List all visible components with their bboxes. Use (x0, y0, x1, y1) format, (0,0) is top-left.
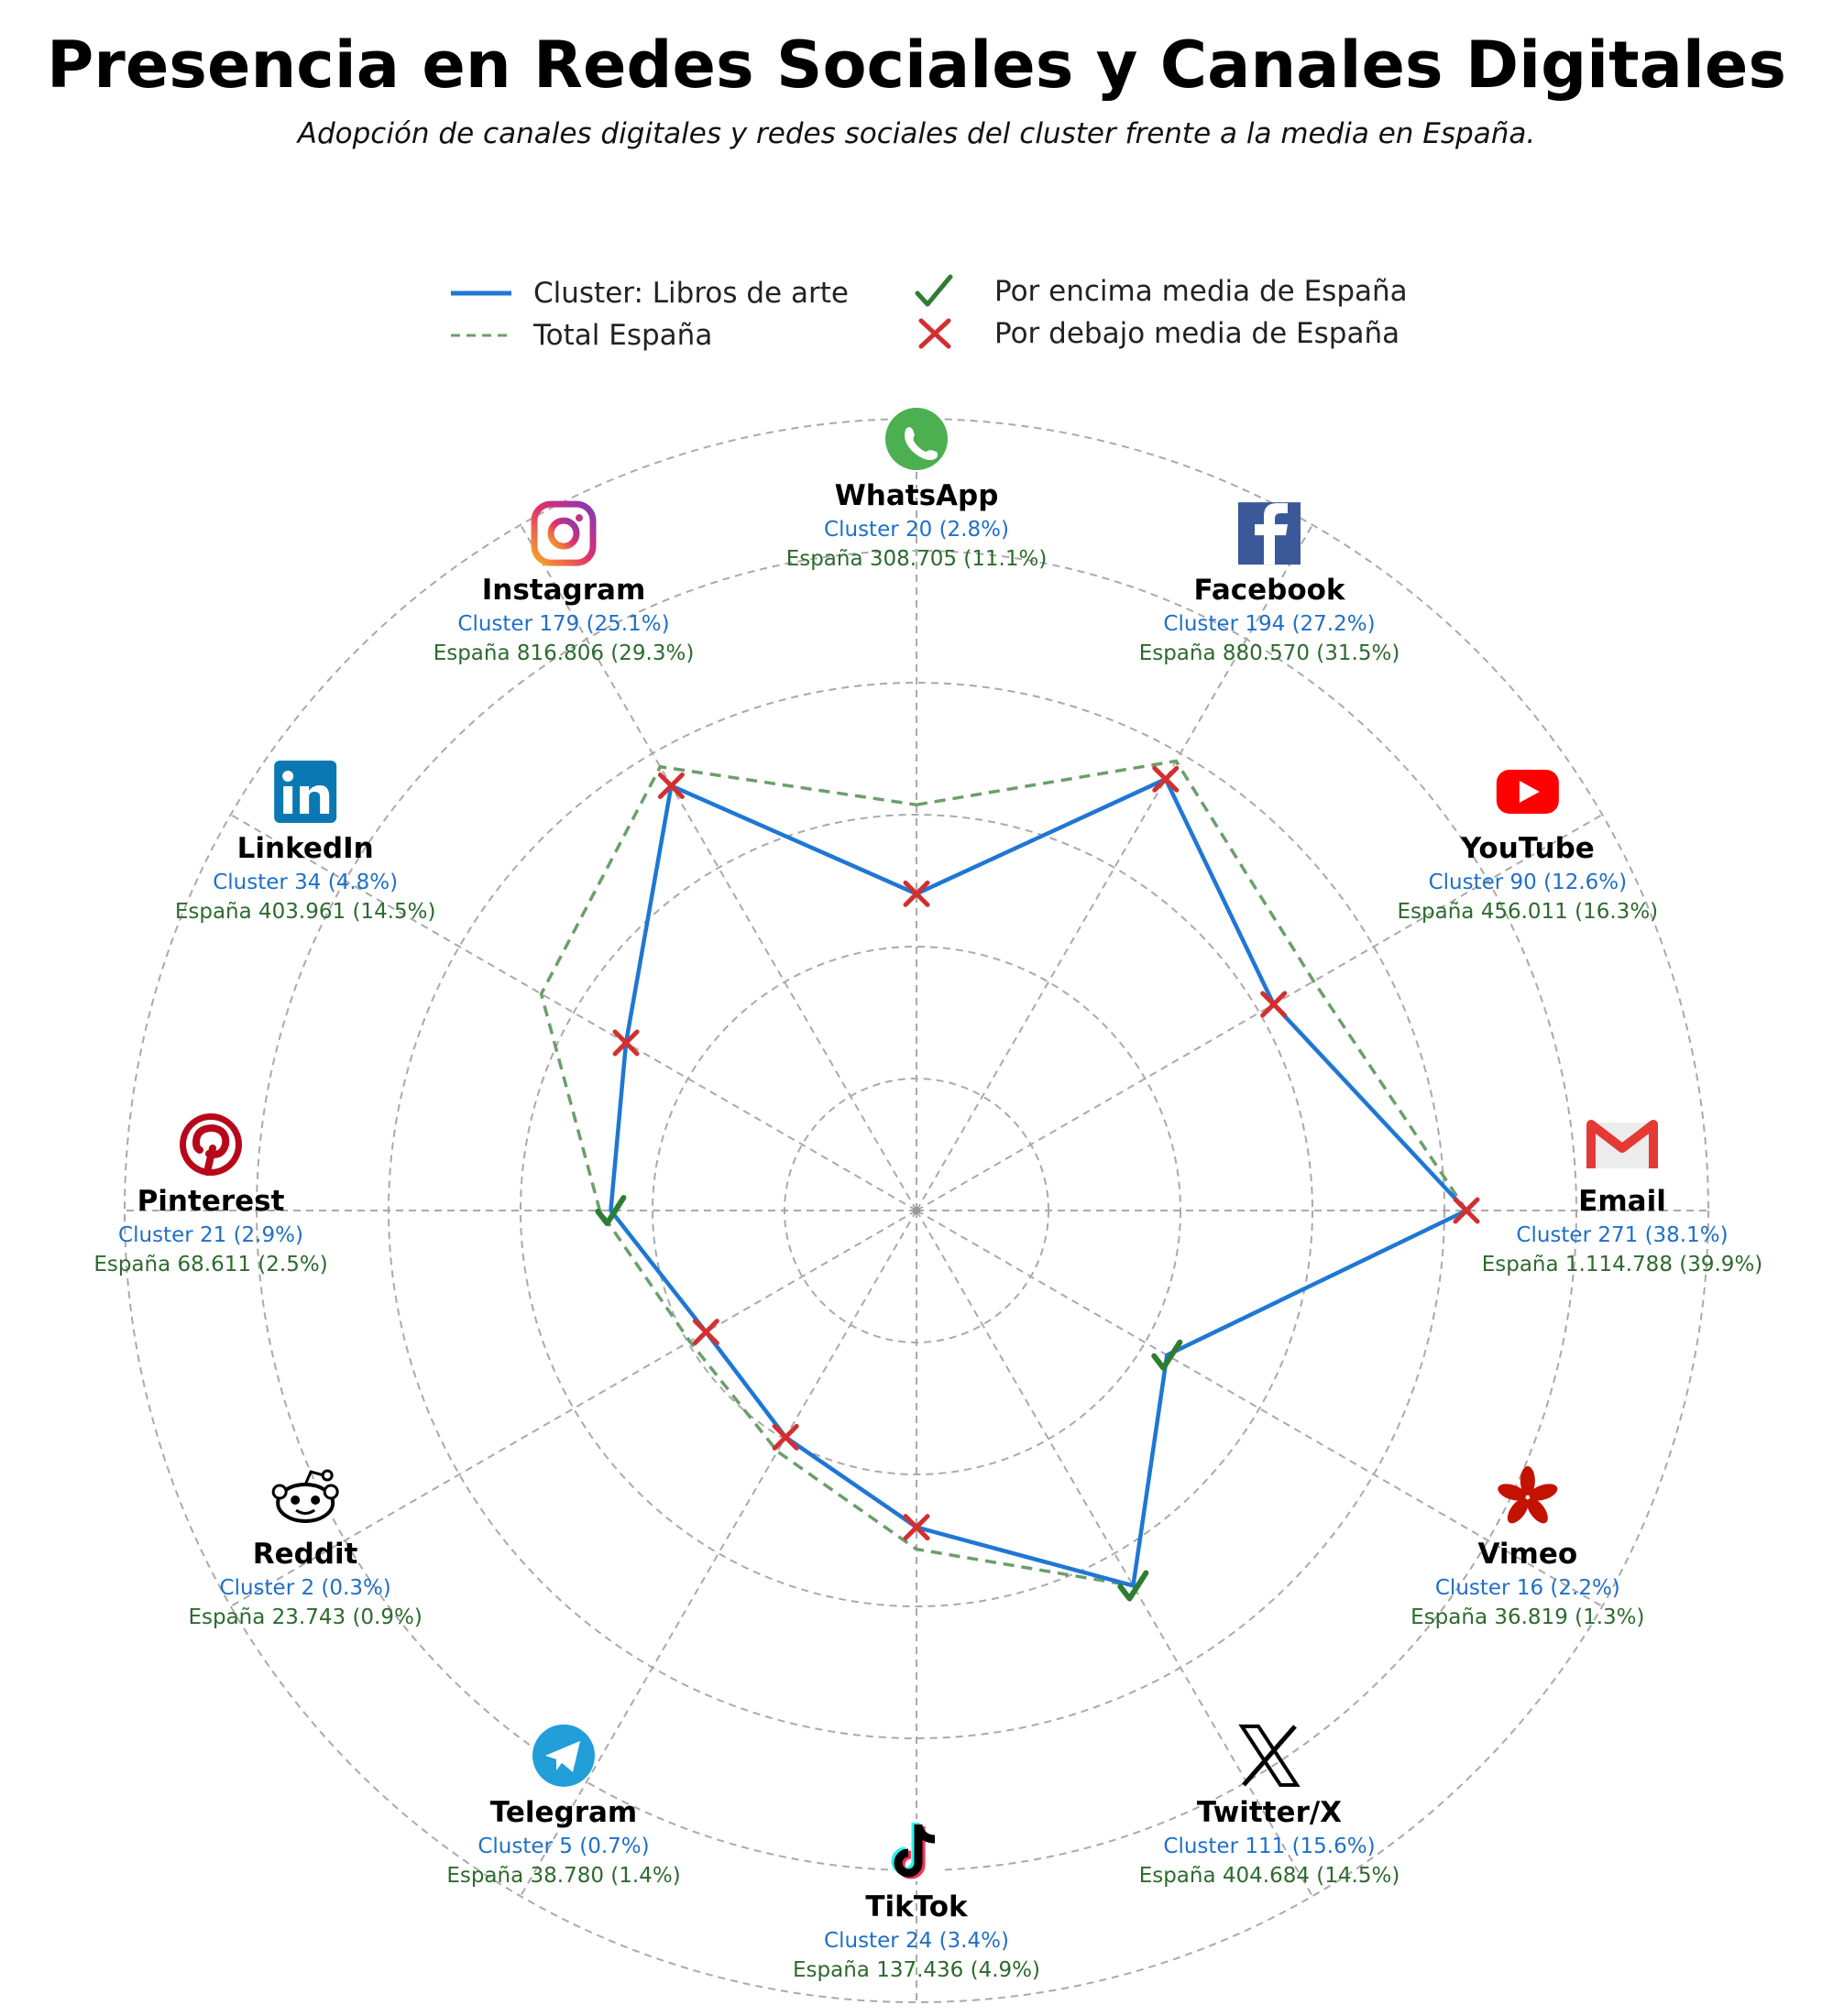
legend-label-below: Por debajo media de España (994, 317, 1400, 350)
category-label-whatsapp (786, 408, 1048, 571)
category-cluster-value: Cluster 194 (27.2%) (1163, 612, 1376, 637)
category-label-vimeo (1410, 1466, 1644, 1629)
category-label-linkedin (175, 761, 436, 924)
marker-below-reddit (695, 1321, 717, 1343)
category-cluster-value: Cluster 2 (0.3%) (219, 1576, 391, 1600)
category-cluster-value: Cluster 34 (4.8%) (213, 871, 399, 894)
category-name: Email (1578, 1185, 1666, 1218)
category-name: Twitter/X (1196, 1795, 1343, 1829)
category-cluster-value: Cluster 271 (38.1%) (1516, 1223, 1729, 1247)
vimeo-icon (1496, 1466, 1560, 1527)
telegram-icon (532, 1725, 595, 1787)
email-icon (1591, 1123, 1653, 1168)
category-name: WhatsApp (834, 479, 999, 512)
category-cluster-value: Cluster 20 (2.8%) (824, 518, 1009, 542)
category-spain-value: España 1.114.788 (39.9%) (1481, 1253, 1763, 1276)
category-cluster-value: Cluster 5 (0.7%) (477, 1834, 650, 1858)
category-label-twitter-x (1139, 1726, 1400, 1888)
marker-below-facebook (1155, 768, 1177, 790)
youtube-icon (1497, 770, 1559, 814)
category-label-facebook (1139, 502, 1400, 665)
radar-center (913, 1207, 920, 1214)
category-cluster-value: Cluster 179 (25.1%) (457, 612, 670, 637)
category-spain-value: España 36.819 (1.3%) (1410, 1605, 1645, 1629)
category-spain-value: España 404.684 (14.5%) (1138, 1863, 1400, 1888)
category-spain-value: España 137.436 (4.9%) (793, 1958, 1040, 1982)
category-spain-value: España 403.961 (14.5%) (174, 900, 436, 924)
category-name: Instagram (481, 574, 646, 608)
category-label-tiktok (793, 1819, 1040, 1982)
category-name: Facebook (1193, 574, 1345, 608)
radar-markers (598, 768, 1477, 1598)
category-spain-value: España 68.611 (2.5%) (93, 1253, 328, 1276)
radar-grid (125, 419, 1708, 2002)
category-cluster-value: Cluster 111 (15.6%) (1163, 1834, 1376, 1858)
category-cluster-value: Cluster 21 (2.9%) (118, 1223, 303, 1247)
category-label-telegram (446, 1725, 680, 1888)
category-name: LinkedIn (236, 832, 374, 865)
marker-below-youtube (1263, 993, 1285, 1015)
category-cluster-value: Cluster 24 (3.4%) (824, 1929, 1009, 1953)
grid-spoke (521, 1211, 916, 1896)
category-label-reddit (188, 1471, 422, 1629)
chart-title: Presencia en Redes Sociales y Canales Digitales (47, 27, 1786, 103)
category-spain-value: España 880.570 (31.5%) (1138, 641, 1400, 666)
legend-label-spain: Total España (533, 319, 713, 352)
radar-series (542, 761, 1466, 1585)
category-spain-value: España 38.780 (1.4%) (446, 1863, 681, 1888)
category-cluster-value: Cluster 16 (2.2%) (1434, 1576, 1620, 1600)
radar-labels (93, 408, 1762, 1982)
twitter-x-icon (1242, 1726, 1297, 1785)
pinterest-icon (180, 1113, 242, 1176)
legend-label-cluster: Cluster: Libros de arte (533, 277, 849, 310)
category-spain-value: España 456.011 (16.3%) (1397, 900, 1659, 924)
reddit-icon (273, 1471, 337, 1521)
series-line-cluster (610, 779, 1466, 1585)
legend-label-above: Por encima media de España (994, 275, 1408, 308)
marker-below-telegram (774, 1426, 796, 1448)
category-name: YouTube (1460, 832, 1595, 865)
category-spain-value: España 308.705 (11.1%) (785, 547, 1048, 571)
category-name: Reddit (252, 1538, 358, 1571)
linkedin-icon (274, 761, 336, 823)
category-label-instagram (434, 504, 695, 665)
category-label-email (1482, 1123, 1763, 1276)
tiktok-icon (885, 1819, 948, 1881)
facebook-icon (1238, 502, 1301, 564)
series-line-spain (542, 761, 1466, 1585)
whatsapp-icon (885, 408, 948, 470)
category-name: Pinterest (137, 1185, 285, 1218)
category-name: Telegram (489, 1795, 638, 1829)
category-name: Vimeo (1477, 1538, 1578, 1571)
category-spain-value: España 23.743 (0.9%) (188, 1605, 423, 1629)
category-cluster-value: Cluster 90 (12.6%) (1428, 871, 1628, 894)
chart-subtitle: Adopción de canales digitales y redes sociales del cluster frente a la media en España. (297, 117, 1536, 150)
category-spain-value: España 816.806 (29.3%) (433, 641, 695, 666)
category-name: TikTok (865, 1890, 968, 1923)
